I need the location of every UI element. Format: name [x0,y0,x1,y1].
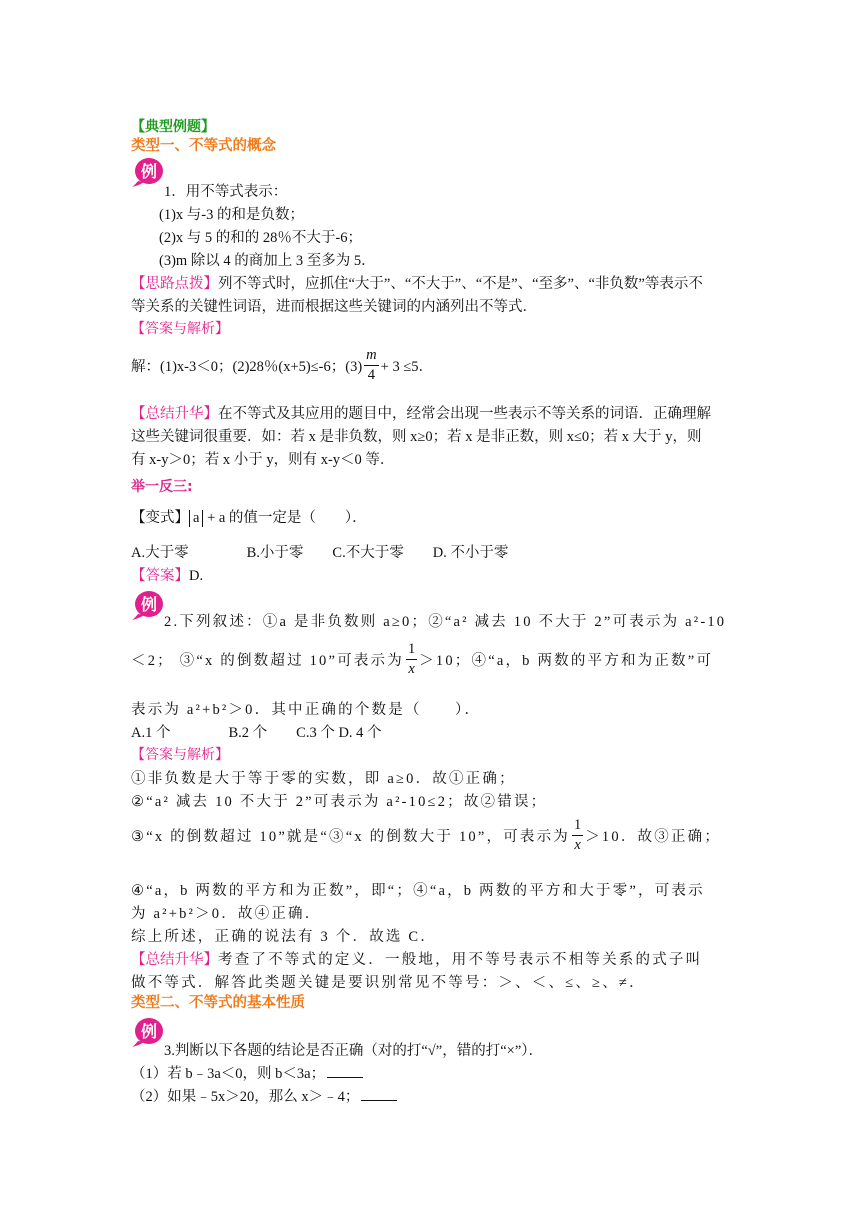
variant-options: A.大于零 B.小于零 C.不大于零 D. 不小于零 [131,545,509,561]
ex2-answer-5: 为 a²+b²＞0．故④正确． [131,906,322,922]
fraction-numerator: 1 [407,641,416,657]
ex2-summary [131,948,702,969]
ex1-summary [131,402,711,423]
variant-label: 【变式】 [131,510,189,526]
ex2-answer-6: 综上所述，正确的说法有 3 个．故选 C． [131,929,437,945]
section-title: 【典型例题】 [131,119,215,135]
summary-tag: 【总结升华】 [131,406,218,422]
summary-line-2: 这些关键词很重要．如：若 x 是非负数，则 x≥0；若 x 是非正数，则 x≤0；若 x 大于 y，则 [131,429,702,445]
ex1-solution [131,348,433,382]
fraction-denominator: x [408,660,415,677]
svg-text:例: 例 [140,162,158,181]
hint-line-1: 列不等式时，应抓住“大于”、“不大于”、“不是”、“至多”、“非负数”等表示不 [218,276,703,292]
fraction-1-over-x [406,642,417,676]
ex1-answer-tag: 【答案与解析】 [131,321,229,337]
fraction-denominator: 4 [367,366,376,383]
ex2-q2-part-b: ＞10；④“a，b 两数的平方和为正数”可 [419,652,714,669]
hint-line-2: 等关系的关键性词语，进而根据这些关键词的内涵列出不等式． [131,299,537,315]
fraction-m-over-4 [364,348,378,382]
fraction-numerator: m [366,347,377,363]
ex2-summary-line-1: 考查了不等式的定义．一般地，用不等号表示不相等关系的式子叫 [218,952,703,968]
ex3-item-1 [131,1062,363,1083]
ex3-question: 3.判断以下各题的结论是否正确（对的打“√”，错的打“×”）． [164,1043,544,1059]
ex2-q2-part-a: ＜2； ③“x 的倒数超过 10”可表示为 [131,652,404,669]
summary-tag: 【总结升华】 [131,952,218,968]
variant-question [131,506,367,527]
answer-blank[interactable] [361,1100,397,1101]
ex2-answer-4: ④“a，b 两数的平方和为正数”，即“；④“a，b 两数的平方和大于零”，可表示 [131,883,705,899]
type2-title: 类型二、不等式的基本性质 [131,995,305,1011]
ex2-a3-part-b: ＞10．故③正确； [585,828,722,845]
fraction-denominator: x [574,836,581,853]
ex1-item-1: (1)x 与-3 的和是负数； [159,207,304,223]
fraction-1-over-x [572,818,583,852]
summary-line-1: 在不等式及其应用的题目中，经常会出现一些表示不等关系的词语．正确理解 [218,406,711,422]
type1-title: 类型一、不等式的概念 [131,138,276,154]
ex2-question-line-3: 表示为 a²+b²＞0．其中正确的个数是（ ）． [131,702,482,718]
ex1-item-3: (3)m 除以 4 的商加上 3 至多为 5． [159,253,376,269]
svg-text:例: 例 [140,595,158,614]
ex2-answer-3 [131,818,721,852]
variant-answer [131,564,203,585]
variant-heading: 举一反三: [131,479,193,495]
summary-line-3: 有 x-y＞0；若 x 小于 y，则有 x-y＜0 等． [131,452,395,468]
ex2-a3-part-a: ③“x 的倒数超过 10”就是“③“x 的倒数大于 10”，可表示为 [131,828,570,845]
ex2-answer-1: ①非负数是大于等于零的实数，即 a≥0．故①正确； [131,771,516,787]
ex2-question-line-1: 2.下列叙述：①a 是非负数则 a≥0；②“a² 减去 10 不大于 2”可表示为 a²-10 [164,614,727,630]
ex3-item-2-text: （2）如果﹣5x＞20，那么 x＞﹣4； [131,1089,360,1105]
ex3-item-1-text: （1）若 b﹣3a＜0，则 b＜3a； [131,1066,326,1082]
solution-prefix: 解：(1)x-3＜0；(2)28％(x+5)≤-6；(3) [131,358,363,375]
fraction-numerator: 1 [573,817,582,833]
answer-blank[interactable] [327,1077,363,1078]
solution-suffix: + 3 ≤5． [380,358,434,375]
ex2-answer-2: ②“a² 减去 10 不大于 2”可表示为 a²-10≤2；故②错误； [131,794,548,810]
ex1-hint [131,272,703,293]
variant-answer-tag: 【答案】 [131,568,189,584]
ex2-summary-line-2: 做不等式．解答此类题关键是要识别常见不等号：＞、＜、≤、≥、≠． [131,975,646,991]
ex1-question: 1．用不等式表示： [164,184,288,200]
ex2-answer-tag: 【答案与解析】 [131,747,229,763]
ex1-item-2: (2)x 与 5 的和的 28％不大于-6； [159,230,362,246]
ex2-options: A.1 个 B.2 个 C.3 个 D. 4 个 [131,725,382,741]
variant-answer-value: D. [189,568,204,584]
ex2-question-line-2 [131,642,713,676]
svg-text:例: 例 [140,1022,158,1041]
absolute-value: a [189,510,203,527]
variant-question-rest: + a 的值一定是（ ）． [207,510,367,526]
hint-tag: 【思路点拨】 [131,276,218,292]
ex3-item-2 [131,1085,397,1106]
